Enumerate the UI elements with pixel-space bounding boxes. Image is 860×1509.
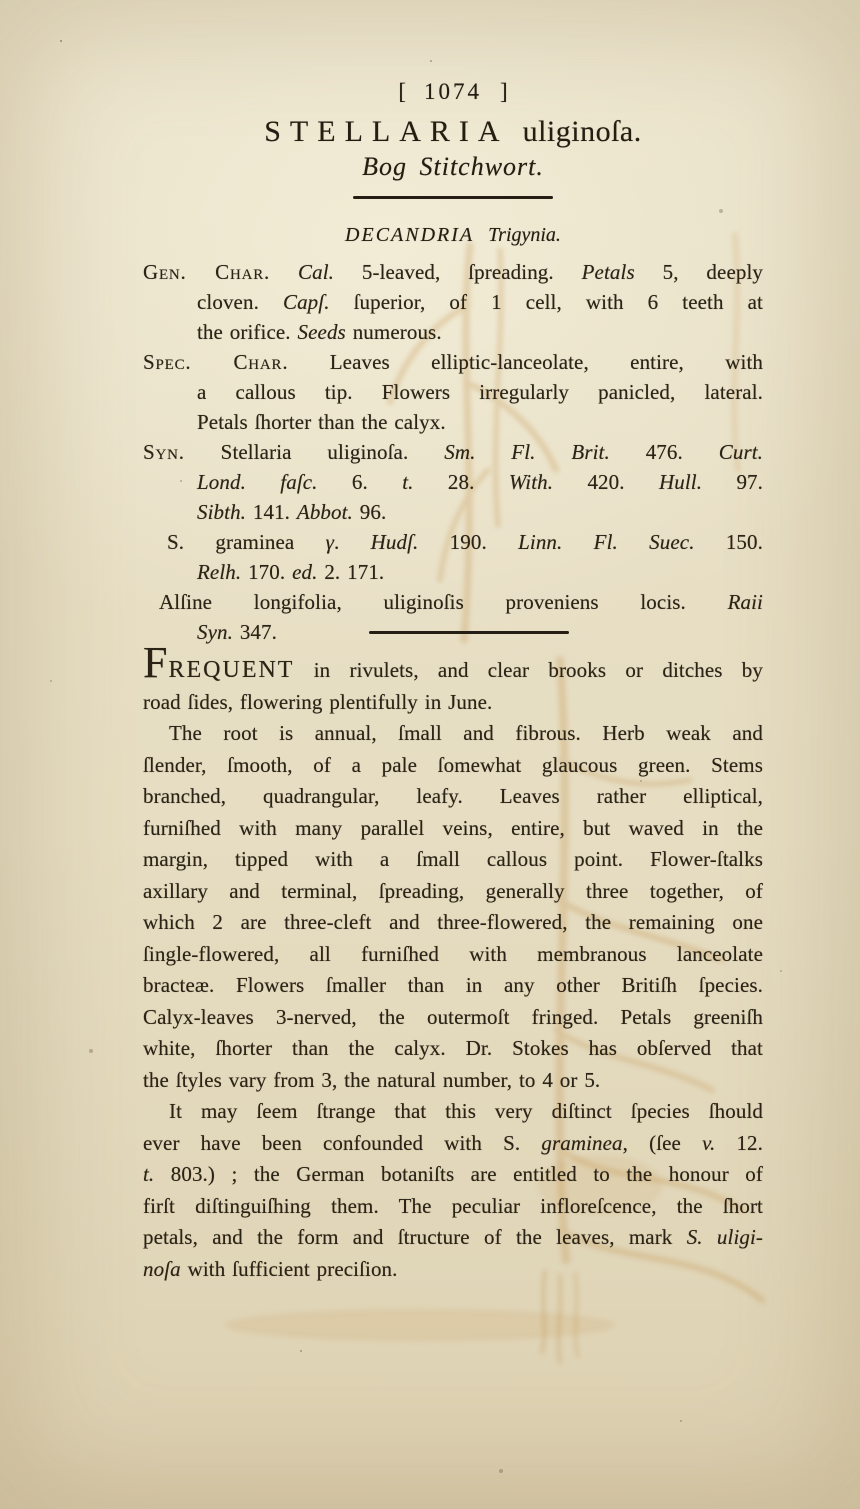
common-name: Bog Stitchwort.	[362, 152, 544, 181]
body-line: white, ſhorter than the calyx. Dr. Stokes has obſerved that	[143, 1036, 763, 1060]
spec-char-line: Petals ſhorter than the calyx.	[197, 410, 446, 434]
body-line: FREQUENT in rivulets, and clear brooks or ditches by	[143, 638, 763, 687]
body-line: petals, and the form and ſtructure of the leaves, mark S. uligi-	[143, 1225, 764, 1249]
body-line: ever have been confounded with S. graminea, (ſee v. 12.	[143, 1130, 763, 1155]
synonym-line	[197, 617, 763, 647]
body-line: the ſtyles vary from 3, the natural number, to 4 or 5.	[143, 1067, 601, 1092]
body-line: noſa with ſufficient preciſion.	[143, 1256, 398, 1281]
body-line: which 2 are three-cleft and three-flowered, the remaining one	[143, 910, 763, 934]
page-number	[143, 78, 763, 106]
order-name: Trigynia.	[488, 224, 561, 246]
body-line: margin, tipped with a ſmall callous point. Flower-ſtalks	[143, 847, 763, 871]
body-line: branched, quadrangular, leafy. Leaves rather elliptical,	[143, 784, 763, 808]
body-line: It may ſeem ſtrange that this very diſtinct ſpecies ſhould	[169, 1099, 763, 1123]
species-epithet: uliginoſa.	[522, 115, 642, 148]
body-line: firſt diſtinguiſhing them. The peculiar infloreſcence, the ſhort	[143, 1193, 763, 1218]
body-line: The root is annual, ſmall and fibrous. Herb weak and	[169, 721, 763, 745]
body-line: road ſides, flowering plentifully in June.	[143, 689, 493, 714]
body-line: t. 803.) ; the German botaniſts are entitled to the honour of	[143, 1162, 763, 1186]
synonym-line: Alſine longifolia, uliginoſis proveniens locis. Raii	[159, 590, 763, 614]
body-line: Calyx-leaves 3-nerved, the outermoſt fringed. Petals greeniſh	[143, 1004, 763, 1029]
body-line: bracteæ. Flowers ſmaller than in any other Britiſh ſpecies.	[143, 973, 763, 997]
synonym-line: Lond. faſc. 6. t. 28. With. 420. Hull. 97.	[197, 470, 763, 494]
spec-char-line: Spec. Char. Leaves elliptic-lanceolate, entire, with	[143, 350, 763, 374]
synonym-line: S. graminea γ. Hudſ. 190. Linn. Fl. Suec. 150.	[167, 530, 763, 554]
page-number-value: 1074	[424, 79, 482, 104]
bracket-right: ]	[500, 79, 508, 104]
gen-char-line: cloven. Capſ. ſuperior, of 1 cell, with 6 teeth at	[197, 290, 763, 314]
synonym-line: Relh. 170. ed. 2. 171.	[197, 560, 385, 584]
section-divider-rule	[369, 631, 569, 635]
synonym-text: Syn. 347.	[197, 620, 277, 644]
spec-char-line: a callous tip. Flowers irregularly panicled, lateral.	[197, 380, 763, 404]
characters-and-synonyms	[143, 257, 763, 647]
bracket-left: [	[398, 79, 406, 104]
gen-char-line: the orifice. Seeds numerous.	[197, 320, 442, 344]
body-line: furniſhed with many parallel veins, entire, but waved in the	[143, 815, 763, 840]
species-title	[143, 114, 763, 150]
genus-name: STELLARIA	[264, 115, 509, 148]
linnaean-classification	[143, 223, 763, 247]
title-divider-rule	[353, 196, 553, 199]
synonym-line: Sibth. 141. Abbot. 96.	[197, 500, 387, 524]
body-line: axillary and terminal, ſpreading, generally three together, of	[143, 878, 763, 903]
body-line: ſingle-flowered, all furniſhed with membranous lanceolate	[143, 941, 763, 966]
synonym-line: Syn. Stellaria uliginoſa. Sm. Fl. Brit. 476. Curt.	[143, 440, 763, 464]
class-name: DECANDRIA	[345, 224, 475, 246]
description-text	[143, 638, 764, 1285]
gen-char-line: Gen. Char. Cal. 5-leaved, ſpreading. Petals 5, deeply	[143, 260, 763, 284]
body-line: ſlender, ſmooth, of a pale ſomewhat glaucous green. Stems	[143, 752, 763, 777]
